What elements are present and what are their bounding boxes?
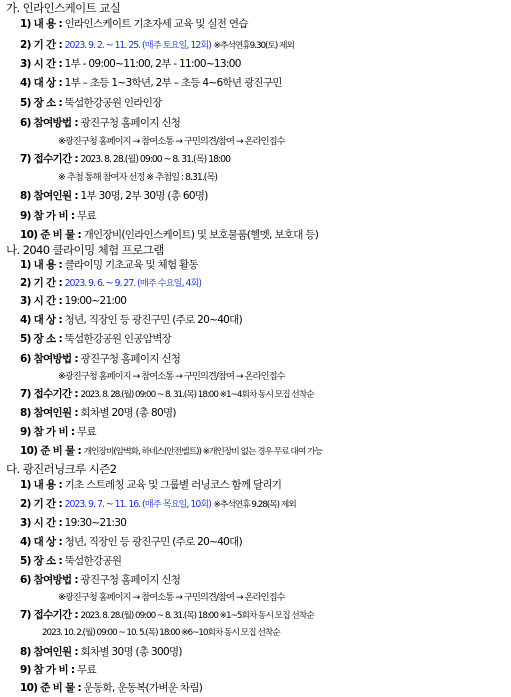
row-application-period: 7) 접수기간 : 2023. 8. 28.(월) 09:00 ~ 8. 31.(목) 18:00 ※1~4회차 동시 모집 선착순 [20,388,314,400]
row-target: 4) 대 상 : 1부 – 초등 1~3학년, 2부 – 초등 4~6학년 광진구민 [20,77,282,89]
row-capacity: 8) 참여인원 : 1부 30명, 2부 30명 (총 60명) [20,190,208,202]
row-fee: 9) 참 가 비 : 무료 [20,210,96,222]
row-supplies: 10) 준 비 물 : 개인장비(암벽화, 하네스(안전벨트)) ※개인장비 없는 경우 무료 대여 가능 [20,445,322,457]
row-period: 2) 기 간 : 2023. 9. 2. ~ 11. 25. (매주 토요일, 12회) ※추석연휴9.30(토) 제외 [20,39,294,51]
row-time: 3) 시 간 : 19:30~21:30 [20,517,127,529]
row-target: 4) 대 상 : 청년, 직장인 등 광진구민 (주로 20~40대) [20,536,243,548]
row-period: 2) 기 간 : 2023. 9. 6. ~ 9. 27. (매주 수요일, 4회) [20,277,202,289]
row-capacity: 8) 참여인원 : 회차별 30명 (총 300명) [20,646,182,658]
row-place: 5) 장 소 : 뚝섬한강공원 인라인장 [20,97,162,109]
row-content: 1) 내 용 : 클라이밍 기초교육 및 체험 활동 [20,259,198,271]
row-place: 5) 장 소 : 뚝섬한강공원 [20,555,122,567]
row-supplies: 10) 준 비 물 : 운동화, 운동복(가벼운 차림) [20,682,203,694]
section-title-inline-skate: 가. 인라인스케이트 교실 [6,1,121,15]
row-capacity: 8) 참여인원 : 회차별 20명 (총 80명) [20,407,176,419]
row-content: 1) 내 용 : 인라인스케이트 기초자세 교육 및 실전 연습 [20,18,248,30]
row-content: 1) 내 용 : 기초 스트레칭 교육 및 그룹별 러닝코스 함께 달리기 [20,479,282,491]
row-method: 6) 참여방법 : 광진구청 홈페이지 신청 [20,117,181,129]
section-title-climbing: 나. 2040 클라이밍 체험 프로그램 [6,243,164,257]
row-fee: 9) 참 가 비 : 무료 [20,664,96,676]
row-method: 6) 참여방법 : 광진구청 홈페이지 신청 [20,353,181,365]
row-fee: 9) 참 가 비 : 무료 [20,426,96,438]
row-application-period: 7) 접수기간 : 2023. 8. 28.(월) 09:00 ~ 8. 31.(목) 18:00 ※1~5회차 동시 모집 선착순 [20,609,314,621]
row-place: 5) 장 소 : 뚝섬한강공원 인공암벽장 [20,333,172,345]
row-method: 6) 참여방법 : 광진구청 홈페이지 신청 [20,574,181,586]
row-period: 2) 기 간 : 2023. 9. 7. ~ 11. 16. (매주 목요일, 10회) ※추석연휴 9.28(목) 제외 [20,498,296,510]
row-application-period: 7) 접수기간 : 2023. 8. 28.(월) 09:00 ~ 8. 31.(목) 18:00 [20,153,230,165]
row-second-application-period: 2023. 10. 2.(월) 09:00 ~ 10. 5.(목) 18:00 ※6~10회차 동시 모집 선착순 [42,628,280,638]
section-title-running-crew: 다. 광진러닝크루 시즌2 [6,462,117,476]
row-supplies: 10) 준 비 물 : 개인장비(인라인스케이트) 및 보호물품(헬멧, 보호대 등) [20,229,319,241]
row-time: 3) 시 간 : 19:00~21:00 [20,295,127,307]
row-lottery-note: ※ 추첨 통해 참여자 선정 ※ 추첨일 : 8.31.(목) [58,172,218,183]
row-target: 4) 대 상 : 청년, 직장인 등 광진구민 (주로 20~40대) [20,314,243,326]
row-method-note: ※광진구청 홈페이지 → 참여소통 → 구민의견/참여 → 온라인접수 [58,136,285,147]
row-time: 3) 시 간 : 1부 - 09:00~11:00, 2부 - 11:00~13:00 [20,58,241,70]
row-method-note: ※광진구청 홈페이지 → 참여소통 → 구민의견/참여 → 온라인접수 [58,592,285,603]
row-method-note: ※광진구청 홈페이지 → 참여소통 → 구민의견/참여 → 온라인접수 [58,371,285,382]
